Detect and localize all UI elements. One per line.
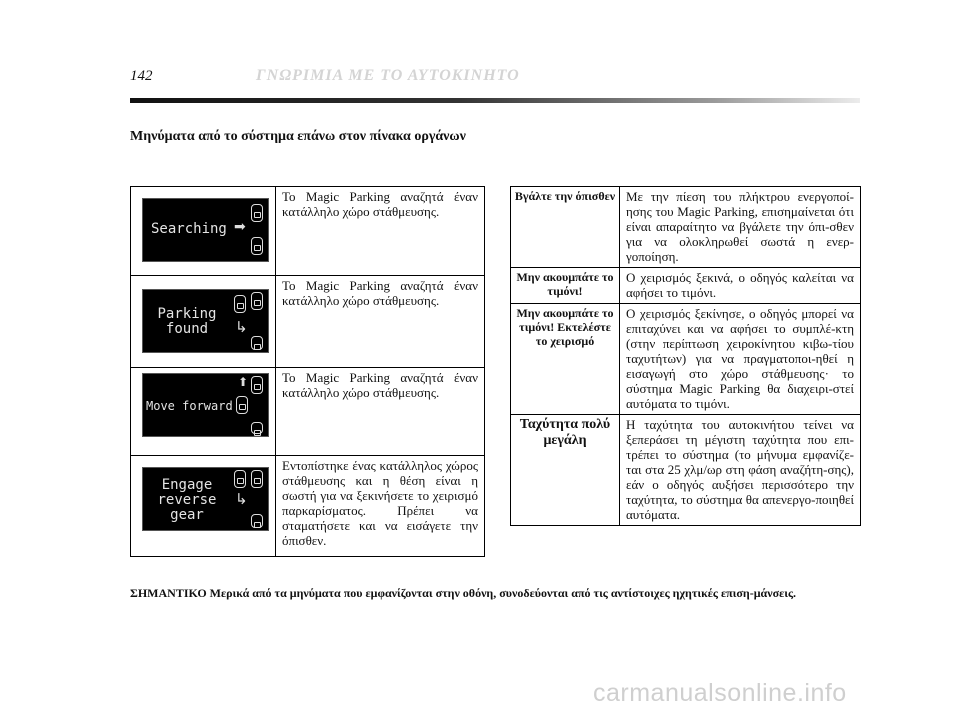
lcd-text: Parking found bbox=[157, 306, 217, 337]
description-cell: Το Magic Parking αναζητά έναν κατάλληλο χώρο στάθμευσης. bbox=[276, 276, 485, 368]
arrow-up-icon: ⬆ bbox=[238, 375, 249, 389]
car-icon bbox=[236, 396, 248, 414]
display-cell bbox=[131, 368, 276, 456]
lcd-screen-engage-reverse bbox=[142, 467, 269, 531]
message-description: Η ταχύτητα του αυτοκινήτου τείνει να ξεπεράσει τη μέγιστη ταχύτητα που επι-τρέπει το σύστημα (το μήνυμα εμφανίζε-ται στα 25 χλμ/ωρ στη φάση αναζήτη-σης), εάν ο οδηγός αυξήσει περισσότερο την ταχύτητα, το σύστημα θα απενεργο-ποιηθεί αυτόματα. bbox=[620, 415, 861, 526]
message-description: Ο χειρισμός ξεκινά, ο οδηγός καλείται να αφήσει το τιμόνι. bbox=[620, 268, 861, 304]
table-row bbox=[511, 268, 861, 304]
car-icon bbox=[234, 295, 246, 313]
reverse-path-icon: ↳ bbox=[235, 318, 248, 336]
message-label: Βγάλτε την όπισθεν bbox=[511, 187, 620, 268]
description-cell: Το Magic Parking αναζητά έναν κατάλληλο χώρο στάθμευσης. bbox=[276, 187, 485, 276]
table-row bbox=[511, 415, 861, 526]
important-note bbox=[130, 585, 860, 601]
car-icon bbox=[251, 422, 263, 434]
display-messages-table bbox=[130, 186, 485, 557]
lcd-screen-parking-found bbox=[142, 289, 269, 353]
display-cell bbox=[131, 187, 276, 276]
lcd-screen-move-forward bbox=[142, 373, 269, 437]
page-header-title: ΓΝΩΡΙΜΙΑ ΜΕ ΤΟ ΑΥΤΟΚΙΝΗΤΟ bbox=[256, 67, 520, 84]
car-icon bbox=[251, 470, 263, 488]
table-row bbox=[511, 304, 861, 415]
car-icon bbox=[234, 470, 246, 488]
car-icon bbox=[251, 514, 263, 528]
car-icon bbox=[251, 376, 263, 394]
note-label: ΣΗΜΑΝΤΙΚΟ bbox=[130, 586, 207, 600]
section-title: Μηνύματα από το σύστημα επάνω στον πίνακα οργάνων bbox=[130, 129, 466, 144]
reverse-path-icon: ↳ bbox=[235, 490, 248, 508]
message-label: Ταχύτητα πολύ μεγάλη bbox=[511, 415, 620, 526]
table-row bbox=[131, 456, 485, 557]
car-icon bbox=[251, 204, 263, 222]
car-icon bbox=[251, 292, 263, 310]
table-row bbox=[131, 276, 485, 368]
display-cell bbox=[131, 276, 276, 368]
lcd-text: Searching bbox=[151, 221, 227, 237]
note-text: Μερικά από τα μηνύματα που εμφανίζονται στην οθόνη, συνοδεύονται από τις αντίστοιχες ηχητικές επιση-μάνσεις. bbox=[209, 586, 797, 600]
table-row bbox=[131, 368, 485, 456]
message-description: Με την πίεση του πλήκτρου ενεργοποί-ησης του Magic Parking, επισημαίνεται ότι είναι απαραίτητο να βγάλετε την όπι-σθεν για να ολοκληρωθεί σωστά η ενερ-γοποίηση. bbox=[620, 187, 861, 268]
lcd-screen-searching bbox=[142, 198, 269, 262]
page-number: 142 bbox=[130, 68, 153, 84]
car-icon bbox=[251, 237, 263, 255]
description-cell: Εντοπίστηκε ένας κατάλληλος χώρος στάθμευσης και η θέση είναι η σωστή για να ξεκινήσετε το χειρισμό παρκαρίσματος. Πρέπει να σταματήσετε και να εισάγετε την όπισθεν. bbox=[276, 456, 485, 557]
message-label: Μην ακουμπάτε το τιμόνι! Εκτελέστε το χειρισμό bbox=[511, 304, 620, 415]
table-row bbox=[511, 187, 861, 268]
header-rule bbox=[130, 98, 860, 103]
message-description: Ο χειρισμός ξεκίνησε, ο οδηγός μπορεί να επιταχύνει και να αφήσει το συμπλέ-κτη (στην περίπτωση χειροκίνητου κιβω-τίου ταχυτήτων) για να πραγματοποι-ηθεί η εισαγωγή στο χώρο στάθμευσης· το σύστημα Magic Parking θα διαχειρι-στεί αυτόματα το τιμόνι. bbox=[620, 304, 861, 415]
table-row bbox=[131, 187, 485, 276]
arrow-right-icon: ➡ bbox=[234, 219, 246, 235]
message-label: Μην ακουμπάτε το τιμόνι! bbox=[511, 268, 620, 304]
lcd-text: Move forward bbox=[146, 399, 233, 413]
description-cell: Το Magic Parking αναζητά έναν κατάλληλο χώρο στάθμευσης. bbox=[276, 368, 485, 456]
display-cell bbox=[131, 456, 276, 557]
warning-messages-table bbox=[510, 186, 861, 526]
lcd-text: Engage reverse gear bbox=[157, 477, 217, 523]
watermark: carmanualsonline.info bbox=[593, 679, 847, 707]
car-icon bbox=[251, 336, 263, 350]
